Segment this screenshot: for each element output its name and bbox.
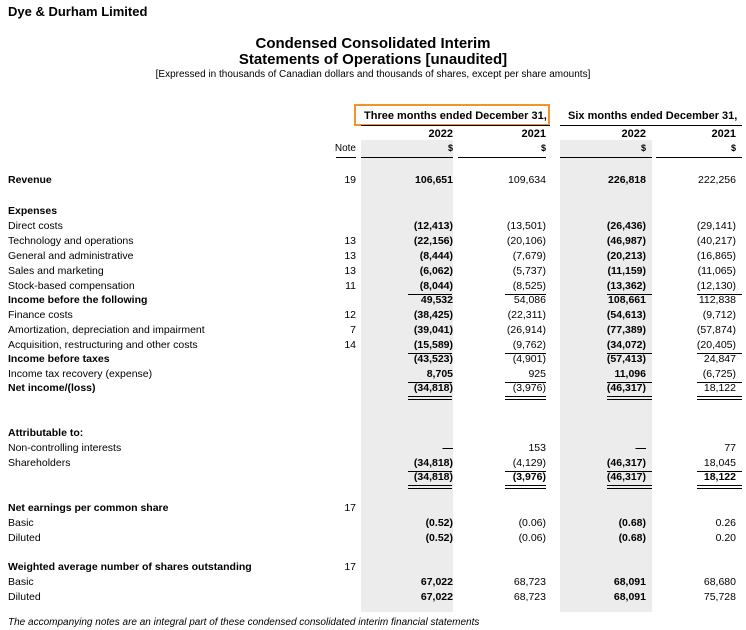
row-label: Amortization, depreciation and impairment: [8, 324, 205, 336]
year-header-c1: 2022: [428, 128, 453, 140]
total-double-rule: [697, 396, 742, 400]
cell-value: 925: [528, 368, 546, 380]
cell-value: (11,065): [697, 265, 736, 277]
cell-value: 108,661: [608, 294, 646, 306]
row-note: 11: [345, 280, 356, 292]
row-label: Diluted: [8, 591, 41, 603]
cell-value: (13,362): [606, 280, 646, 292]
cell-value: (39,041): [413, 324, 453, 336]
cell-value: 109,634: [508, 174, 546, 186]
cell-value: (46,317): [606, 457, 646, 469]
cell-value: (20,213): [606, 250, 646, 262]
cell-value: (46,987): [606, 235, 646, 247]
cell-value: (20,106): [506, 235, 546, 247]
three-months-header-rule: [361, 125, 550, 126]
row-label: Income tax recovery (expense): [8, 368, 153, 380]
year-header-c4: 2021: [711, 128, 736, 140]
cell-value: (6,725): [702, 368, 736, 380]
cell-value: (5,737): [512, 265, 546, 277]
cell-value: (43,523): [413, 353, 453, 365]
table-row: [0, 591, 746, 606]
cell-value: (34,818): [413, 382, 453, 394]
footer-note: The accompanying notes are an integral part of these condensed consolidated interim financial statements: [8, 617, 480, 628]
row-label: Direct costs: [8, 220, 63, 232]
cell-value: 67,022: [420, 591, 453, 603]
row-label: Revenue: [8, 174, 52, 186]
cell-value: 11,096: [614, 368, 646, 380]
cell-value: (57,874): [696, 324, 736, 336]
cell-value: (57,413): [606, 353, 646, 365]
row-note: 13: [344, 235, 356, 247]
table-row: [0, 324, 746, 339]
table-row: [0, 220, 746, 235]
table-row: [0, 294, 746, 309]
table-row: [0, 339, 746, 354]
row-label: Sales and marketing: [8, 265, 104, 277]
cell-value: (9,712): [702, 309, 736, 321]
row-label: Basic: [8, 576, 34, 588]
total-double-rule: [607, 396, 652, 400]
units-note: [Expressed in thousands of Canadian dollars and thousands of shares, except per share amounts]: [155, 69, 591, 80]
row-label: Weighted average number of shares outstanding: [8, 561, 252, 573]
cell-value: 77: [724, 442, 736, 454]
section-heading: [0, 561, 746, 576]
cell-value: (9,762): [512, 339, 546, 351]
table-row: [0, 309, 746, 324]
cell-value: (6,062): [419, 265, 453, 277]
cell-value: (54,613): [606, 309, 646, 321]
cell-value: (34,818): [413, 471, 453, 483]
six-months-header-rule: [560, 125, 742, 126]
cell-value: 222,256: [698, 174, 736, 186]
six-months-header: Six months ended December 31,: [568, 110, 738, 122]
table-row: [0, 250, 746, 265]
row-label: General and administrative: [8, 250, 134, 262]
cell-value: (0.52): [425, 517, 453, 529]
total-double-rule: [505, 396, 546, 400]
statement-title: Condensed Consolidated Interim: [255, 35, 491, 52]
section-heading: [0, 502, 746, 517]
year-header-c3: 2022: [621, 128, 646, 140]
row-label: Finance costs: [8, 309, 73, 321]
cell-value: 8,705: [426, 368, 453, 380]
total-double-rule: [408, 485, 452, 489]
row-label: Stock-based compensation: [8, 280, 135, 292]
table-row: [0, 457, 746, 472]
cell-value: (77,389): [606, 324, 646, 336]
row-label: Attributable to:: [8, 427, 84, 439]
row-note: 17: [344, 502, 356, 514]
cell-value: (12,413): [413, 220, 453, 232]
company-name: Dye & Durham Limited: [8, 4, 148, 19]
note-header-rule: [336, 157, 356, 158]
row-note: 12: [344, 309, 356, 321]
cell-value: 0.26: [715, 517, 736, 529]
note-header: Note: [334, 143, 356, 154]
row-label: Acquisition, restructuring and other costs: [8, 339, 198, 351]
table-row: [0, 174, 746, 189]
table-row: [0, 368, 746, 383]
row-label: Basic: [8, 517, 34, 529]
cell-value: 24,847: [703, 353, 736, 365]
cell-value: 18,045: [703, 457, 736, 469]
total-double-rule: [697, 485, 742, 489]
row-note: 13: [344, 265, 356, 277]
cell-value: (0.52): [425, 532, 453, 544]
row-label: Income before the following: [8, 294, 148, 306]
cell-value: (22,311): [507, 309, 546, 321]
col-header-rule-c1: [361, 157, 453, 158]
row-label: Technology and operations: [8, 235, 134, 247]
cell-value: (46,317): [606, 382, 646, 394]
row-label: Income before taxes: [8, 353, 110, 365]
three-months-header: Three months ended December 31,: [364, 110, 547, 122]
table-row: [0, 576, 746, 591]
cell-value: (8,525): [512, 280, 546, 292]
cell-value: 18,122: [703, 471, 736, 483]
row-label: Net income/(loss): [8, 382, 96, 394]
row-note: 14: [344, 339, 356, 351]
cell-value: 153: [528, 442, 546, 454]
row-label: Shareholders: [8, 457, 71, 469]
cell-value: (0.68): [618, 517, 646, 529]
row-note: 19: [344, 174, 356, 186]
cell-value: (3,976): [512, 382, 546, 394]
table-row: [0, 532, 746, 547]
cell-value: 68,680: [703, 576, 736, 588]
cell-value: 68,723: [513, 576, 546, 588]
table-row: [0, 471, 746, 486]
cell-value: 54,086: [513, 294, 546, 306]
cell-value: 49,532: [420, 294, 453, 306]
cell-value: (4,901): [512, 353, 546, 365]
cell-value: (0.06): [518, 532, 546, 544]
cell-value: (26,436): [606, 220, 646, 232]
row-note: 7: [350, 324, 356, 336]
currency-c1: $: [447, 143, 453, 153]
row-label: Diluted: [8, 532, 41, 544]
total-double-rule: [607, 485, 652, 489]
cell-value: (46,317): [606, 471, 646, 483]
cell-value: (34,818): [413, 457, 453, 469]
currency-c2: $: [540, 143, 546, 153]
currency-c4: $: [730, 143, 736, 153]
year-header-c2: 2021: [521, 128, 546, 140]
section-heading: [0, 205, 746, 220]
cell-value: (26,914): [506, 324, 546, 336]
cell-value: (7,679): [512, 250, 546, 262]
cell-value: (4,129): [512, 457, 546, 469]
cell-value: 67,022: [420, 576, 453, 588]
cell-value: (0.68): [618, 532, 646, 544]
row-note: 17: [344, 561, 356, 573]
cell-value: 18,122: [703, 382, 736, 394]
cell-value: (13,501): [506, 220, 546, 232]
col-header-rule-c4: [656, 157, 742, 158]
currency-c3: $: [640, 143, 646, 153]
table-row: [0, 280, 746, 295]
row-label: Net earnings per common share: [8, 502, 169, 514]
col-header-rule-c3: [560, 157, 652, 158]
table-row: [0, 353, 746, 368]
cell-value: (22,156): [413, 235, 453, 247]
total-double-rule: [505, 485, 546, 489]
cell-value: 68,091: [613, 591, 646, 603]
cell-value: 0.20: [715, 532, 736, 544]
cell-value: (29,141): [696, 220, 736, 232]
cell-value: —: [442, 442, 453, 454]
row-note: 13: [344, 250, 356, 262]
row-label: Expenses: [8, 205, 58, 217]
total-double-rule: [408, 396, 452, 400]
cell-value: (8,444): [419, 250, 453, 262]
cell-value: 68,723: [513, 591, 546, 603]
cell-value: (34,072): [606, 339, 646, 351]
cell-value: 112,838: [698, 294, 736, 306]
col-header-rule-c2: [458, 157, 546, 158]
cell-value: 106,651: [415, 174, 453, 186]
table-row: [0, 442, 746, 457]
cell-value: —: [635, 442, 646, 454]
cell-value: (16,865): [696, 250, 736, 262]
table-row: [0, 517, 746, 532]
table-row: [0, 235, 746, 250]
table-row: [0, 265, 746, 280]
cell-value: (12,130): [696, 280, 736, 292]
statement-subtitle-title: Statements of Operations [unaudited]: [238, 51, 508, 68]
row-label: Non-controlling interests: [8, 442, 122, 454]
cell-value: 75,728: [703, 591, 736, 603]
cell-value: 68,091: [613, 576, 646, 588]
cell-value: (15,589): [413, 339, 453, 351]
cell-value: 226,818: [608, 174, 646, 186]
section-heading: [0, 427, 746, 442]
cell-value: (20,405): [696, 339, 736, 351]
cell-value: (11,159): [607, 265, 646, 277]
cell-value: (8,044): [419, 280, 453, 292]
cell-value: (3,976): [512, 471, 546, 483]
cell-value: (38,425): [413, 309, 453, 321]
cell-value: (40,217): [696, 235, 736, 247]
cell-value: (0.06): [518, 517, 546, 529]
table-row: [0, 382, 746, 397]
